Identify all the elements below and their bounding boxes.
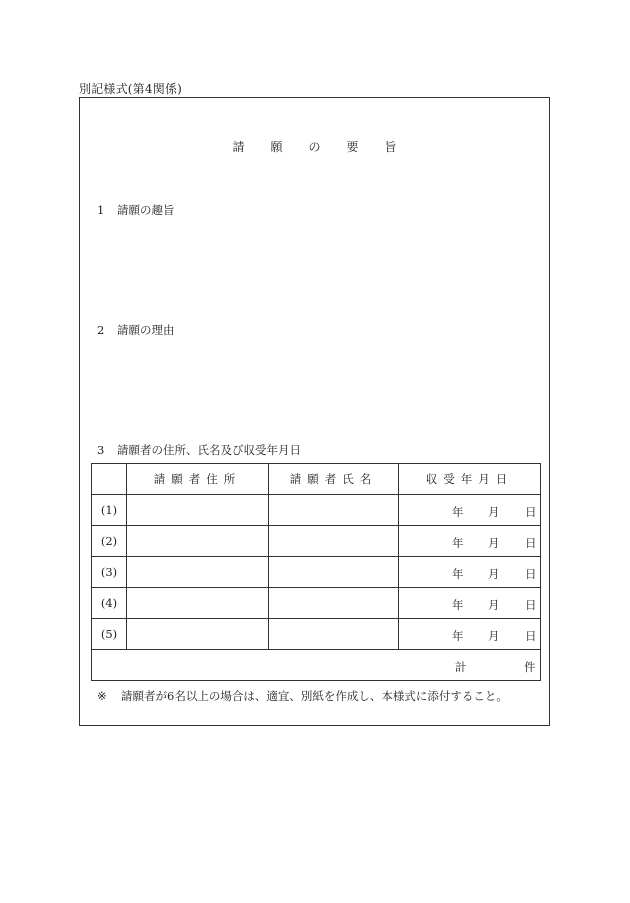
section-label: 請願の理由 (117, 323, 175, 337)
row-index: (5) (92, 619, 127, 650)
year-label: 年 (452, 629, 464, 643)
year-label: 年 (452, 505, 464, 519)
form-reference: 別記様式(第4関係) (79, 82, 182, 96)
footnote-text: 請願者が6名以上の場合は、適宜、別紙を作成し、本様式に添付すること。 (121, 689, 508, 703)
date-cell[interactable] (399, 526, 541, 557)
date-cell[interactable] (399, 619, 541, 650)
page-title (80, 138, 549, 155)
section-petition-reason (97, 322, 175, 338)
year-label: 年 (452, 598, 464, 612)
title-char: の (308, 140, 321, 154)
name-cell[interactable] (269, 526, 399, 557)
row-index: (3) (92, 557, 127, 588)
title-char: 旨 (384, 140, 397, 154)
total-row (92, 650, 541, 681)
day-label: 日 (525, 505, 537, 519)
name-cell[interactable] (269, 619, 399, 650)
footnote (97, 688, 508, 704)
petition-frame (79, 97, 550, 726)
name-cell[interactable] (269, 588, 399, 619)
address-cell[interactable] (127, 619, 269, 650)
address-cell[interactable] (127, 495, 269, 526)
petitioner-table (91, 463, 541, 681)
date-cell[interactable] (399, 495, 541, 526)
title-char: 請 (232, 140, 245, 154)
day-label: 日 (525, 598, 537, 612)
row-index: (1) (92, 495, 127, 526)
month-label: 月 (488, 505, 500, 519)
day-label: 日 (525, 629, 537, 643)
header-name: 請願者氏名 (269, 464, 399, 495)
row-index: (4) (92, 588, 127, 619)
month-label: 月 (488, 629, 500, 643)
header-received-date: 収受年月日 (399, 464, 541, 495)
table-row (92, 495, 541, 526)
title-char: 願 (270, 140, 283, 154)
section-number: 1 (97, 203, 105, 217)
row-index: (2) (92, 526, 127, 557)
table-row (92, 557, 541, 588)
table-row (92, 526, 541, 557)
table-row (92, 619, 541, 650)
address-cell[interactable] (127, 588, 269, 619)
table-row (92, 588, 541, 619)
name-cell[interactable] (269, 495, 399, 526)
section-label: 請願の趣旨 (117, 203, 175, 217)
month-label: 月 (488, 536, 500, 550)
month-label: 月 (488, 567, 500, 581)
section-petitioner-info (97, 442, 301, 458)
header-address: 請願者住所 (127, 464, 269, 495)
total-unit: 件 (524, 660, 536, 674)
reference-mark: ※ (97, 689, 107, 703)
day-label: 日 (525, 536, 537, 550)
total-cell[interactable] (92, 650, 541, 681)
year-label: 年 (452, 536, 464, 550)
address-cell[interactable] (127, 526, 269, 557)
month-label: 月 (488, 598, 500, 612)
table-header-row (92, 464, 541, 495)
year-label: 年 (452, 567, 464, 581)
total-label: 計 (455, 660, 467, 674)
day-label: 日 (525, 567, 537, 581)
address-cell[interactable] (127, 557, 269, 588)
section-label: 請願者の住所、氏名及び収受年月日 (117, 443, 301, 457)
section-petition-purpose (97, 202, 175, 218)
section-number: 2 (97, 323, 105, 337)
header-index (92, 464, 127, 495)
name-cell[interactable] (269, 557, 399, 588)
date-cell[interactable] (399, 588, 541, 619)
title-char: 要 (346, 140, 359, 154)
date-cell[interactable] (399, 557, 541, 588)
section-number: 3 (97, 443, 105, 457)
